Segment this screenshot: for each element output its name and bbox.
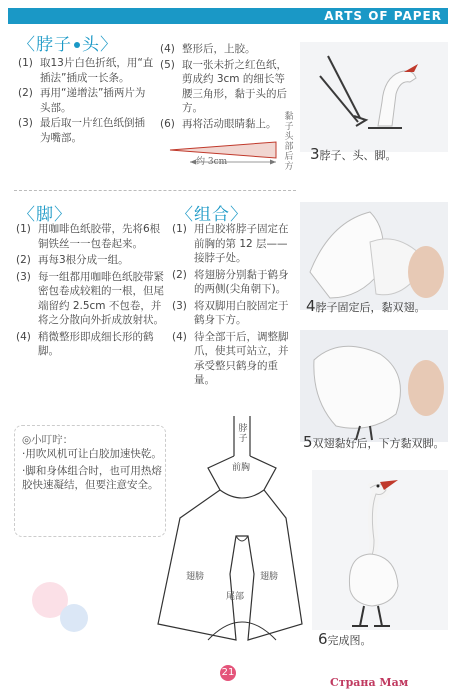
brand-title: ARTS OF PAPER xyxy=(324,9,442,23)
hand xyxy=(408,360,444,416)
step-item: (3) 每一组都用咖啡色纸胶带紧密包卷成较粗的一根，但尾端留约 2.5cm 不包卷，并将之分散向外折成放射状。 xyxy=(16,270,164,326)
attach-wings-illustration xyxy=(300,202,448,310)
decorative-circles xyxy=(28,572,98,642)
neck-head-feet-illustration xyxy=(300,42,448,152)
template-outline xyxy=(158,456,302,640)
step-item: (1) 取13片白色折纸，用“直插法”插成一长条。 xyxy=(18,57,154,84)
step-item: (1) 用白胶将脖子固定在前胸的第 12 层——接脖子处。 xyxy=(172,223,289,264)
section-divider xyxy=(14,190,296,191)
photo-attach-wings xyxy=(300,202,448,310)
foot-steps xyxy=(16,222,166,359)
watermark: Страна Мам xyxy=(330,676,409,689)
diagram-label-left-wing: 翅膀 xyxy=(186,572,205,582)
step-item: (6) 再将活动眼睛黏上。 xyxy=(160,117,277,130)
crane-body xyxy=(349,554,398,606)
step-item: (2) 再每3根分成一组。 xyxy=(16,254,129,266)
step-item: (3) 将双脚用白胶固定于鹤身下方。 xyxy=(172,299,289,326)
photo-caption-3: 3脖子、头、脚。 xyxy=(310,145,397,163)
step-item: (2) 将翅膀分别黏于鹤身的两侧(尖角朝下)。 xyxy=(172,268,289,295)
hand xyxy=(408,246,444,298)
neck-steps-right xyxy=(160,42,292,131)
body-template-diagram xyxy=(150,414,310,654)
crane-legs xyxy=(360,606,382,626)
section-neck-title: 〈脖子 头〉 xyxy=(18,35,118,55)
photo-completed xyxy=(312,470,448,630)
page-number-badge: 21 xyxy=(220,665,236,681)
photo-neck-head-feet xyxy=(300,42,448,152)
diagram-label-neck: 脖子 xyxy=(238,424,248,444)
tail-curve xyxy=(208,622,276,640)
blue-circle xyxy=(60,604,88,632)
tail-notch xyxy=(236,536,248,541)
arrow-right-icon xyxy=(270,160,276,165)
title-dot-icon xyxy=(74,42,80,48)
tips-title: ◎小叮咛： xyxy=(22,434,74,446)
photo-caption-6: 6完成图。 xyxy=(318,630,372,648)
vertical-label: 黏子头部后方 xyxy=(284,112,294,172)
step-item: (3) 最后取一片红色纸倒插为嘴部。 xyxy=(18,117,145,144)
diagram-label-chest: 前胸 xyxy=(232,463,251,473)
diagram-label-right-wing: 翅膀 xyxy=(260,572,279,582)
photo-caption-5: 5双翅黏好后，下方黏双脚。 xyxy=(303,433,445,451)
step-item: (4) 整形后，上胶。 xyxy=(160,43,256,55)
section-foot-title: 〈脚〉 xyxy=(18,205,72,225)
crane-eye xyxy=(377,485,380,488)
photo-caption-4: 4脖子固定后，黏双翅。 xyxy=(306,297,426,315)
neck-steps-left xyxy=(18,56,154,145)
completed-crane-illustration xyxy=(312,470,448,630)
neck-title-a: 脖子 xyxy=(36,35,72,55)
step-item: (5) 取一张未折之红色纸，剪成约 3cm 的细长等腰三角形，黏于头的后方。 xyxy=(160,58,287,114)
step-item: (4) 待全部干后，调整脚爪，使其可站立，并承受整只鹤身的重量。 xyxy=(172,330,289,386)
tip-item: ·用吹风机可让白胶加速快乾。 xyxy=(22,448,162,460)
section-assemble-title: 〈组合〉 xyxy=(176,205,248,225)
neck-title-b: 头 xyxy=(82,35,100,55)
assemble-steps xyxy=(172,222,298,388)
step-item: (2) 再用“递增法”插两片为头部。 xyxy=(18,87,146,114)
step-item: (1) 用咖啡色纸胶带，先将6根铜铁丝一一包卷起来。 xyxy=(16,223,161,250)
ruler-label: 约 3cm xyxy=(196,157,228,167)
chest-curve xyxy=(220,490,264,498)
attach-feet-illustration xyxy=(300,330,448,442)
tip-item: ·脚和身体组合时，也可用热熔胶快速凝结，但要注意安全。 xyxy=(22,464,162,491)
diagram-label-tail: 尾部 xyxy=(226,592,245,602)
photo-attach-feet xyxy=(300,330,448,442)
step-item: (4) 稍微整形即成细长形的鹤脚。 xyxy=(16,330,154,357)
